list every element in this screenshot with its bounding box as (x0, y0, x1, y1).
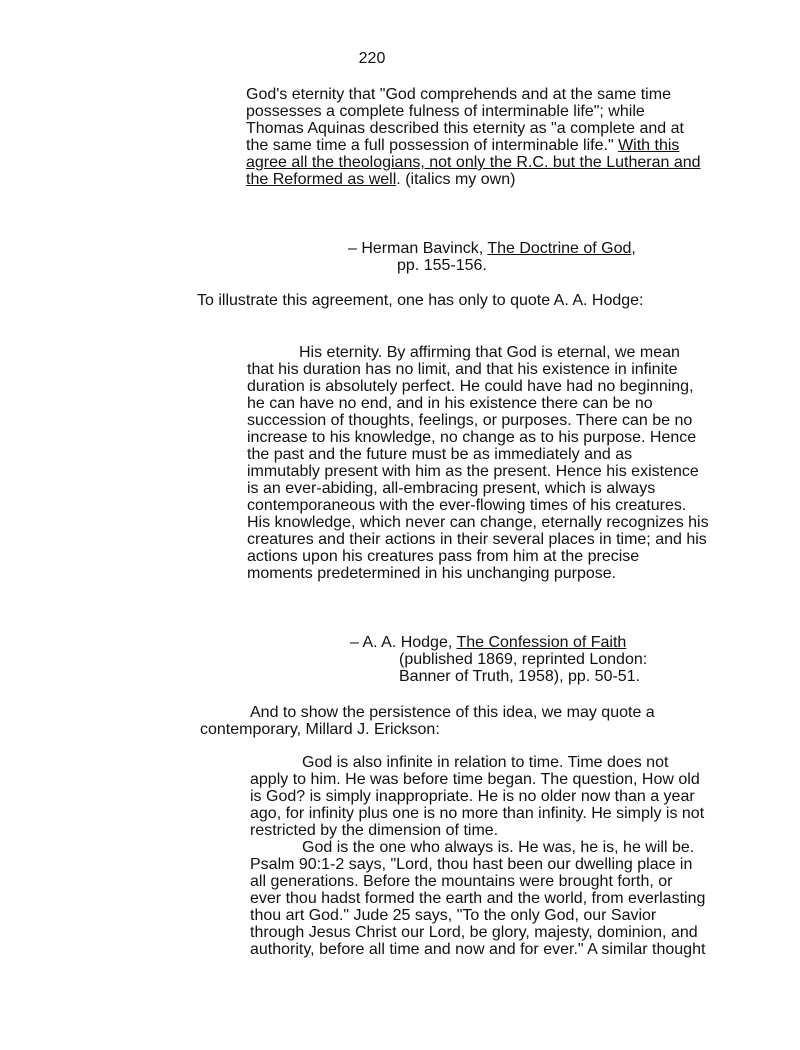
bavinck-quote-underlined: With this agree all the theologians, not only the R.C. but the Lutheran and the Reformed as well (246, 137, 701, 188)
erickson-intro-text: And to show the persistence of this idea, we may quote a contemporary, Millard J. Erickson: (200, 704, 655, 738)
hodge-quote-text: His eternity. By affirming that God is eternal, we mean that his duration has no limit, and that his existence in infinite duration is absolutely perfect. He could have had no beginning, he can have no end, and in his existence there can be no succession of thoughts, feelings, or purposes. There can be no increase to his knowledge, no change as to his purpose. Hence the past and the future must be as immediately and as immutably present with him as the present. Hence his existence is an ever-abiding, all-embracing present, which is always contemporaneous with the ever-flowing times of his creatures. His knowledge, which never can change, eternally recognizes his creatures and their actions in their several places in time; and his actions upon his creatures pass from him at the precise moments predetermined in his unchanging purpose. (247, 344, 709, 582)
hodge-quote (247, 344, 709, 582)
bavinck-attribution-suffix: , (631, 240, 636, 257)
erickson-quote-p1-text: God is also infinite in relation to time. Time does not apply to him. He was before time began. The question, How old is God? is simply inappropriate. He is no older now than a year ago, for infinity plus one is no more than infinity. He simply is not restricted by the dimension of time. (250, 754, 705, 839)
bavinck-book-title: The Doctrine of God (487, 240, 632, 257)
bavinck-attribution-prefix: – Herman Bavinck, (348, 240, 488, 257)
hodge-publisher-pages: Banner of Truth, 1958), pp. 50-51. (399, 668, 641, 685)
erickson-quote-paragraph-1 (250, 754, 706, 839)
bavinck-attribution (348, 240, 708, 274)
bavinck-quote-tail: . (italics my own) (396, 171, 516, 188)
bavinck-quote (246, 86, 706, 188)
hodge-attribution (350, 634, 710, 685)
page-number: 220 (358, 50, 386, 67)
erickson-quote-p2-text: God is the one who always is. He was, he is, he will be. Psalm 90:1-2 says, "Lord, thou hast been our dwelling place in all generations. Before the mountains were brought forth, or ever thou hadst formed the earth and the world, from everlasting thou art God." Jude 25 says, "To the only God, our Savior through Jesus Christ our Lord, be glory, majesty, dominion, and authority, before all time and now and for ever." A similar thought (250, 839, 706, 958)
hodge-intro-paragraph: To illustrate this agreement, one has only to quote A. A. Hodge: (197, 292, 644, 309)
bavinck-quote-lead: God's eternity that "God comprehends and at the same time possesses a complete fulness of interminable life"; while Thomas Aquinas described this eternity as "a complete and at the same time a full possession of interminable life." (246, 86, 684, 154)
erickson-quote-paragraph-2 (250, 839, 706, 958)
erickson-quote (250, 754, 706, 958)
bavinck-pages: pp. 155-156. (397, 257, 487, 274)
hodge-publication-info: (published 1869, reprinted London: (399, 651, 648, 668)
erickson-intro-paragraph (200, 704, 710, 738)
hodge-attribution-prefix: – A. A. Hodge, (350, 634, 457, 651)
hodge-book-title: The Confession of Faith (456, 634, 627, 651)
